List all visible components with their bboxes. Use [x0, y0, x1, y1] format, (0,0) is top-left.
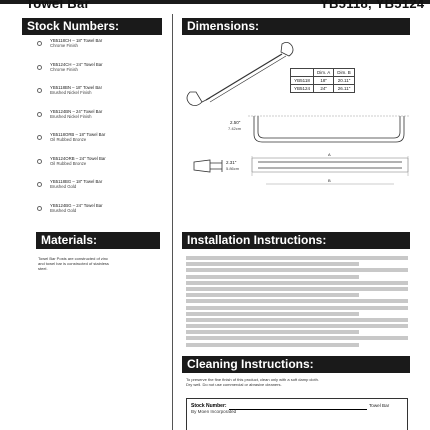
dimensions-table	[290, 68, 355, 93]
product-list	[50, 38, 168, 226]
product-item	[50, 179, 168, 203]
instruction-line	[186, 275, 359, 279]
materials-header: Materials:	[36, 232, 160, 249]
instruction-line	[186, 256, 408, 260]
product-item	[50, 38, 168, 62]
instruction-line	[186, 287, 408, 291]
height-label: 2.50"	[230, 120, 241, 125]
bullet-icon	[37, 88, 42, 93]
materials-line: Towel Bar Posts are constructed of zinc	[38, 256, 109, 261]
product-finish: Oil Rubbed Bronze	[50, 137, 87, 142]
product-finish: Brushed Gold	[50, 184, 77, 189]
installation-steps	[186, 256, 408, 349]
product-code: YB5118BG – 18" Towel Bar	[50, 179, 103, 184]
instruction-line	[186, 306, 408, 310]
table-row	[291, 85, 355, 93]
product-finish: Brushed Nickel Finish	[50, 90, 92, 95]
document-title: Towel Bar	[26, 0, 90, 11]
table-header-cell: Dim. B	[334, 69, 355, 77]
product-code: YB5124CH – 24" Towel Bar	[50, 61, 103, 67]
model-numbers: YB5118, YB5124	[320, 0, 425, 11]
table-header-cell: Dim. A	[314, 69, 334, 77]
product-finish: Oil Rubbed Bronze	[50, 160, 87, 166]
product-code: YB5124BG – 24" Towel Bar	[50, 202, 103, 208]
instruction-line	[186, 312, 359, 316]
column-divider	[172, 14, 173, 430]
dimensions-header: Dimensions:	[182, 18, 410, 35]
product-item	[50, 62, 168, 86]
bullet-icon	[37, 65, 42, 70]
product-code: YB5118ORB – 18" Towel Bar	[50, 132, 106, 137]
side-view	[248, 116, 410, 142]
stock-number-box	[186, 398, 408, 430]
instruction-line	[186, 343, 359, 347]
product-type: Towel Bar	[369, 403, 390, 408]
perspective-view	[187, 42, 293, 105]
table-cell: 26.11"	[334, 85, 355, 93]
installation-header: Installation Instructions:	[182, 232, 410, 249]
product-finish: Chrome Finish	[50, 66, 78, 72]
product-item	[50, 203, 168, 227]
depth-mm-label: 5.86cm	[226, 166, 240, 171]
dim-b-label: B	[328, 178, 331, 183]
dim-a-label: A	[328, 152, 331, 157]
manufacturer-line: By Moen Incorporated	[191, 409, 237, 414]
table-cell: YB5124	[291, 85, 314, 93]
table-cell: YB5118	[291, 77, 314, 85]
instruction-line	[186, 330, 359, 334]
table-header-cell	[291, 69, 314, 77]
instruction-line	[186, 262, 359, 266]
product-item	[50, 132, 168, 156]
table-cell: 18"	[314, 77, 334, 85]
towel-bar-drawing	[182, 38, 412, 188]
materials-text	[38, 256, 162, 271]
depth-label: 2.31"	[226, 160, 237, 165]
instruction-line	[186, 336, 408, 340]
table-cell: 20.11"	[334, 77, 355, 85]
end-view	[194, 160, 222, 172]
cleaning-line: Dry well. Do not use commercial or abrasive cleaners.	[186, 382, 282, 387]
materials-line: steel.	[38, 266, 48, 271]
cleaning-text	[186, 377, 408, 387]
stock-number-underline	[229, 409, 367, 410]
instruction-line	[186, 318, 408, 322]
instruction-line	[186, 281, 408, 285]
bullet-icon	[37, 41, 42, 46]
instruction-line	[186, 324, 408, 328]
table-row	[291, 77, 355, 85]
document-top-band	[0, 0, 430, 14]
stock-number-label: Stock Number:	[191, 403, 227, 409]
product-code: YB5124ORB – 24" Towel Bar	[50, 155, 106, 161]
instruction-line	[186, 293, 359, 297]
table-cell: 24"	[314, 85, 334, 93]
materials-line: and towel bar is constructed of stainless	[38, 261, 109, 266]
table-header-row	[291, 69, 355, 77]
product-finish: Brushed Gold	[50, 207, 77, 213]
cleaning-line: To preserve the fine finish of this product, clean only with a soft damp cloth.	[186, 377, 319, 382]
stock-numbers-header: Stock Numbers:	[22, 18, 162, 35]
product-code: YB5124BN – 24" Towel Bar	[50, 108, 103, 114]
product-item	[50, 156, 168, 180]
bullet-icon	[37, 159, 42, 164]
product-finish: Chrome Finish	[50, 43, 78, 48]
product-finish: Brushed Nickel Finish	[50, 113, 92, 119]
bullet-icon	[37, 135, 42, 140]
product-item	[50, 85, 168, 109]
bullet-icon	[37, 112, 42, 117]
instruction-line	[186, 299, 408, 303]
bullet-icon	[37, 206, 42, 211]
bullet-icon	[37, 182, 42, 187]
product-code: YB5118BN – 18" Towel Bar	[50, 85, 103, 90]
instruction-line	[186, 268, 408, 272]
product-item	[50, 109, 168, 133]
cleaning-header: Cleaning Instructions:	[182, 356, 410, 373]
height-mm-label: 7.42cm	[228, 126, 242, 131]
product-code: YB5118CH – 18" Towel Bar	[50, 38, 103, 43]
